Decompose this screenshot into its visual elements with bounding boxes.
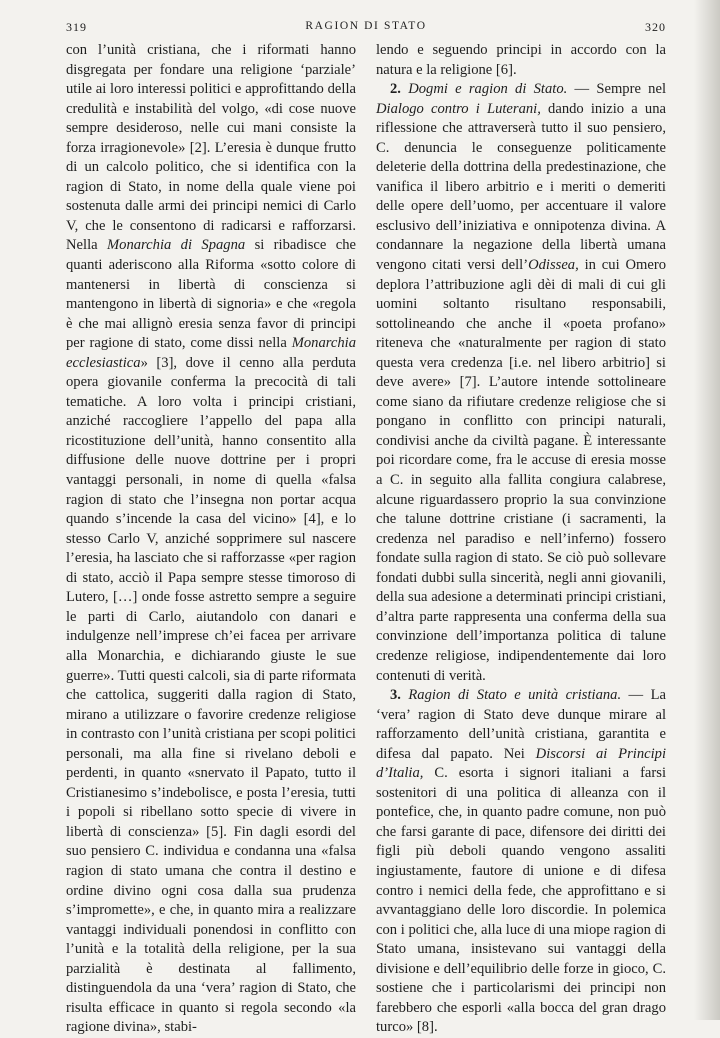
right-column xyxy=(376,41,666,1038)
section-3-number: 3. xyxy=(390,687,401,704)
section-2-number: 2. xyxy=(390,81,401,98)
left-paragraph: con l’unità cristiana, che i riformati hanno disgregata per fondare una religione ‘parziale’ utile ai loro interessi politici e approfittando della credulità e instabilità del volgo, «di cose nuove sempre desideroso, nelle cui mani consiste la forza irragionevole» [2]. L’eresia è dunque frutto di un calcolo politico, che si identifica con la ragion di Stato, in nome della quale viene poi sostenuta dalle armi dei principi nemici di Carlo V, che le consentono di radicarsi e rafforzarsi. Nella Monarchia di Spagna si ribadisce che quanti aderiscono alla Riforma «sotto colore di mantenersi in libertà di conscienza si mantengono in libertà di signoria» e che «regola è che mai allignò eresia senza favor di principi per ragione di stato, come dissi nella Monarchia ecclesiastica» [3], dove il cenno alla perduta opera giovanile conferma la precocità di tali tematiche. A loro volta i principi cristiani, anziché raccogliere l’appello del papa alla ricostituzione dell’unità, hanno consentito alla diffusione delle nuove dottrine per i propri vantaggi personali, in nome di quella «falsa ragion di stato che l’insegna non portar acqua quando s’incende la casa del vicino» [4], e lo stesso Carlo V, anziché sopprimere sul nascere l’eresia, ha lasciato che si rafforzasse «per ragion di stato, acciò il Papa sempre stesse timoroso di Lutero, […] onde fosse astretto sempre a seguire le parti di Carlo, aiutandolo con danari e indulgenze nell’imprese ch’ei facea per arrivare alla Monarchia, e dichiarando giuste le sue guerre». Tutti questi calcoli, sia di parte riformata che cattolica, suggeriti dalla ragion di Stato, mirano a utilizzare o favorire credenze religiose in contrasto con l’unità cristiana per scopi politici personali, ma alla fine si rivelano deboli e perdenti, in quanto «snervato il Papato, tutto il Cristianesimo s’indebolisce, e posta l’eresia, tutti i popoli si ribellano sotto specie di vivere in libertà di conscienza» [5]. Fin dagli esordi del suo pensiero C. individua e condanna una «falsa ragion di stato umana che contra il destino e ordine divino ogni cosa dalla sua prudenza s’impromette», e che, in quanto mira a realizzare vantaggi individuali ponendosi in conflitto con l’unità e la totalità della religione, per la sua parzialità è destinata al fallimento, distinguendola da una ‘vera’ ragion di Stato, che risulta efficace in quanto si regola secondo «la ragione divina», stabi- xyxy=(66,42,356,1036)
section-3-title: Ragion di Stato e unità cristiana. xyxy=(408,687,622,704)
section-2-title: Dogmi e ragion di Stato. xyxy=(408,81,568,98)
page-number-right: 320 xyxy=(645,20,666,34)
section-3: 3. Ragion di Stato e unità cristiana. — La ‘vera’ ragion di Stato deve dunque mirare al rafforzamento dell’unità cristiana, garantita e difesa dal papato. Nei Discorsi ai Principi d’Italia, C. esorta i signori italiani a farsi sostenitori di una politica di alleanza con il pontefice, che, in quanto padre comune, non può che farsi garante di pace, difensore dei diritti dei figli più deboli quando vengono assaliti ingiustamente, fautore di unione e di difesa contro i nemici della fede, che approfittano e si avvantaggiano delle loro discordie. In polemica con i politici che, alla luce di una miope ragion di Stato umana, insistevano sui vantaggi della divisione e dell’equilibrio delle forze in gioco, C. sostiene che i particolarismi dei principi non farebbero che esporli «alla bocca del gran drago turco» [8]. xyxy=(376,687,666,1036)
page-number-left: 319 xyxy=(66,20,87,34)
left-column xyxy=(66,41,356,1038)
running-header xyxy=(66,20,666,40)
right-paragraph-continuation: lendo e seguendo principi in accordo con la natura e la religione [6]. xyxy=(376,42,666,78)
page-edge-shadow xyxy=(694,0,720,1020)
running-title: RAGION DI STATO xyxy=(305,20,427,32)
section-2: 2. Dogmi e ragion di Stato. — Sempre nel Dialogo contro i Luterani, dando inizio a una riflessione che attraverserà tutto il suo pensiero, C. denuncia le conseguenze politicamente deleterie della dottrina della predestinazione, che vanifica il libero arbitrio e i meriti o demeriti delle opere dell’uomo, per accentuare il valore esclusivo dell’iniziativa e onnipotenza divina. A condannare la negazione della libertà umana vengono citati versi dell’Odissea, in cui Omero deplora l’attribuzione agli dèi di mali di cui gli uomini soltanto risultano responsabili, sottolineando che anche il «poeta profano» riteneva che «naturalmente per ragion di stato questa vera credenza [i.e. nel libero arbitrio] si deve avere» [7]. L’autore intende sottolineare come siano da rifiutare credenze religiose che si pongano in conflitto con principi naturali, condivisi anche da civiltà pagane. È interessante poi ricordare come, fra le accuse di eresia mosse a C. in seguito alla fallita congiura calabrese, alcune riguardassero proprio la sua convinzione che talune dottrine cristiane (i sacramenti, la credenza nel paradiso e nell’inferno) fossero fondate sulla ragion di stato. Se ciò può sollevare fondati dubbi sulla sincerità, negli anni giovanili, della sua adesione a determinati principi cristiani, d’altra parte rappresenta una conferma della sua convinzione dell’importanza politica di talune credenze religiose, indipendentemente dai loro contenuti di verità. xyxy=(376,81,666,684)
